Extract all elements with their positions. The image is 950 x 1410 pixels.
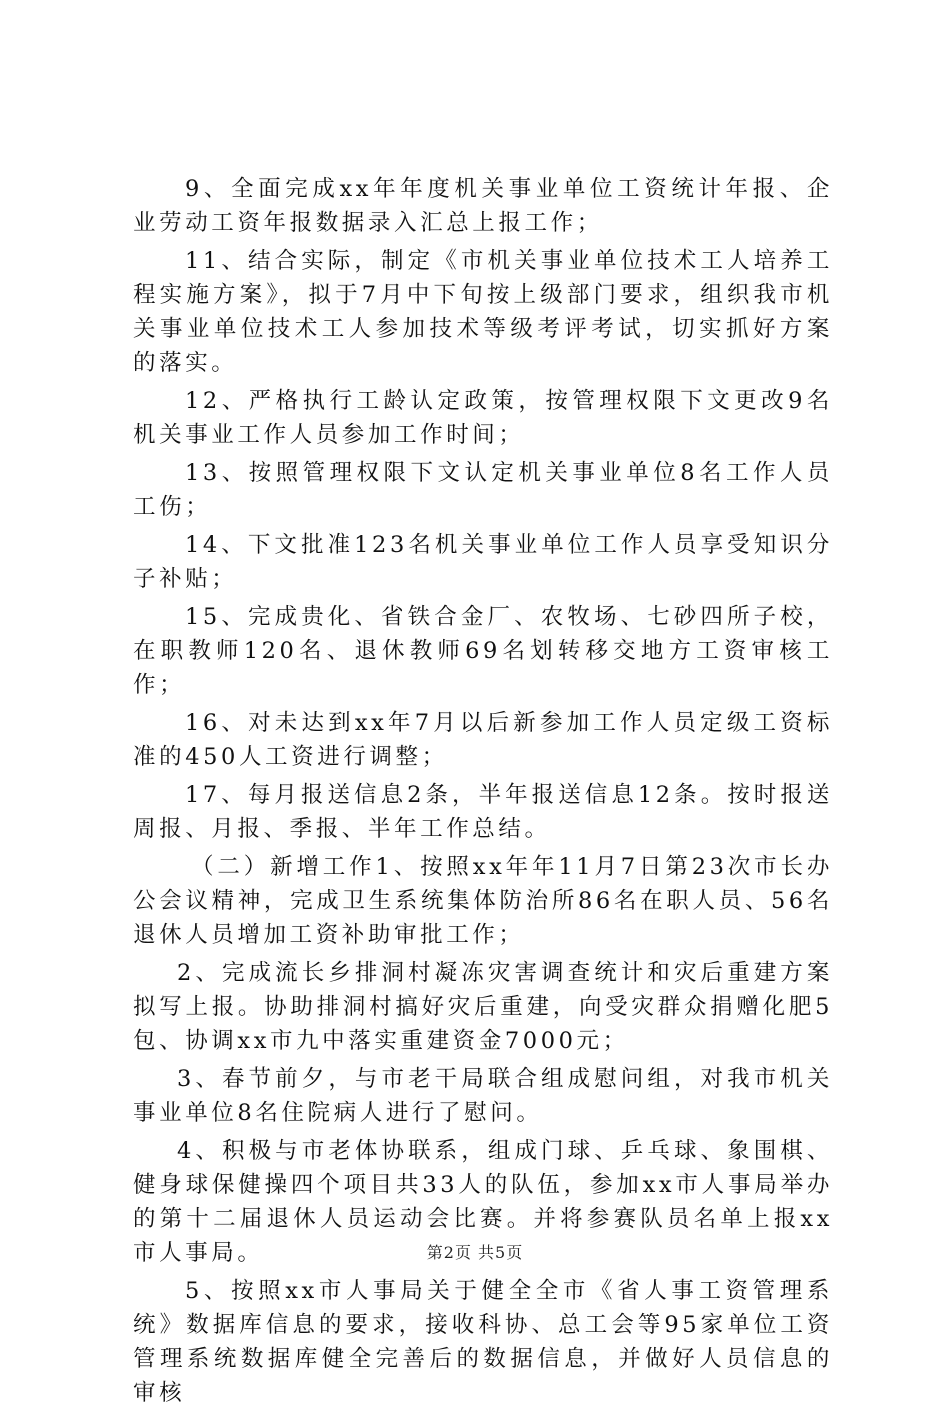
paragraph-item-12: 12、严格执行工龄认定政策，按管理权限下文更改9名机关事业工作人员参加工作时间； xyxy=(133,388,833,448)
paragraph-new-work-5: 5、按照xx市人事局关于健全全市《省人事工资管理系统》数据库信息的要求，接收科协、总工会等95家单位工资管理系统数据库健全完善后的数据信息，并做好人员信息的审核 xyxy=(133,1278,833,1406)
paragraph-item-9: 9、全面完成xx年年度机关事业单位工资统计年报、企业劳动工资年报数据录入汇总上报工作； xyxy=(133,176,833,236)
paragraph-new-work-1: （二）新增工作1、按照xx年年11月7日第23次市长办公会议精神，完成卫生系统集体防治所86名在职人员、56名退休人员增加工资补助审批工作； xyxy=(133,854,833,948)
document-body xyxy=(133,172,833,1410)
paragraph-item-16: 16、对未达到xx年7月以后新参加工作人员定级工资标准的450人工资进行调整； xyxy=(133,710,833,770)
paragraph-new-work-4: 4、积极与市老体协联系，组成门球、乒乓球、象围棋、健身球保健操四个项目共33人的队伍，参加xx市人事局举办的第十二届退休人员运动会比赛。并将参赛队员名单上报xx市人事局。 xyxy=(133,1138,833,1266)
paragraph-item-11: 11、结合实际，制定《市机关事业单位技术工人培养工程实施方案》，拟于7月中下旬按上级部门要求，组织我市机关事业单位技术工人参加技术等级考评考试，切实抓好方案的落实。 xyxy=(133,248,833,376)
paragraph-new-work-3: 3、春节前夕，与市老干局联合组成慰问组，对我市机关事业单位8名住院病人进行了慰问。 xyxy=(133,1066,833,1126)
page-number-footer: 第2页 共5页 xyxy=(426,1243,524,1262)
paragraph-item-14: 14、下文批准123名机关事业单位工作人员享受知识分子补贴； xyxy=(133,532,833,592)
paragraph-item-17: 17、每月报送信息2条，半年报送信息12条。按时报送周报、月报、季报、半年工作总结。 xyxy=(133,782,833,842)
paragraph-item-15: 15、完成贵化、省铁合金厂、农牧场、七砂四所子校，在职教师120名、退休教师69名划转移交地方工资审核工作； xyxy=(133,604,833,698)
paragraph-new-work-2: 2、完成流长乡排洞村凝冻灾害调查统计和灾后重建方案拟写上报。协助排洞村搞好灾后重建，向受灾群众捐赠化肥5包、协调xx市九中落实重建资金7000元； xyxy=(133,960,833,1054)
paragraph-item-13: 13、按照管理权限下文认定机关事业单位8名工作人员工伤； xyxy=(133,460,833,520)
